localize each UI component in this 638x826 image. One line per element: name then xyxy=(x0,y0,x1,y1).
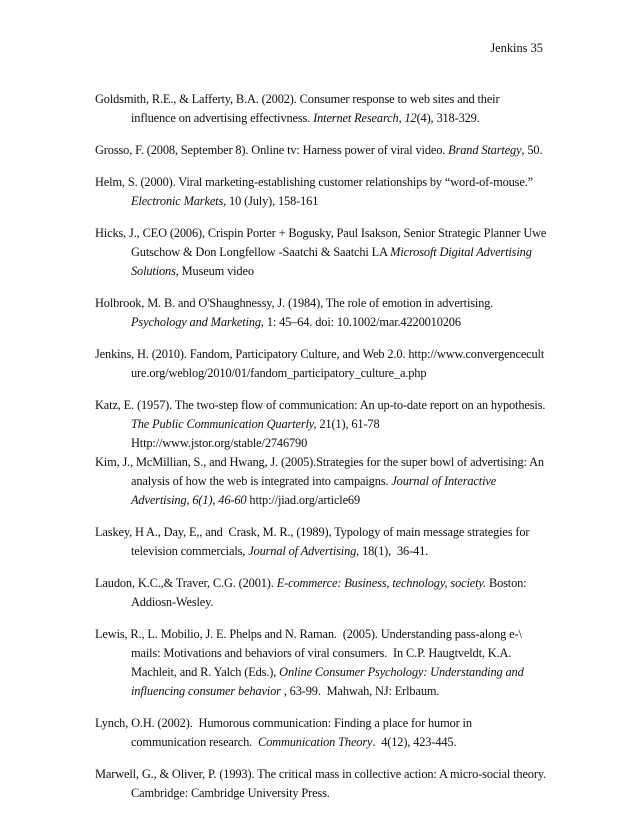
reference-entry-helm xyxy=(95,173,547,211)
reference-text: , 63-99. Mahwah, NJ: Erlbaum. xyxy=(280,684,440,698)
reference-italic-text: Electronic Markets xyxy=(131,194,224,208)
reference-entry-goldsmith xyxy=(95,90,547,128)
reference-text: . 4(12), 423-445. xyxy=(372,735,457,749)
reference-entry-katz xyxy=(95,396,547,453)
reference-entry-lewis xyxy=(95,625,547,701)
reference-text: , 10 (July), 158-161 xyxy=(223,194,319,208)
reference-text: , 1: 45–64. doi: 10.1002/mar.4220010206 xyxy=(260,315,461,329)
reference-text: http://jiad.org/article69 xyxy=(246,493,361,507)
reference-entry-grosso xyxy=(95,141,547,160)
reference-text: Kim, J., McMillian, S., and Hwang, J. (2005).Strategies for the super bowl of advertising: An analysis of how the web is integrated into campaigns. xyxy=(95,455,547,488)
reference-entry-hicks xyxy=(95,224,550,281)
reference-text: , 18(1), 36-41. xyxy=(356,544,429,558)
reference-text: Katz, E. (1957). The two-step flow of communication: An up-to-date report on an hypothesis. xyxy=(95,398,549,412)
reference-text: , 50. xyxy=(521,143,543,157)
reference-entry-marwell xyxy=(95,765,547,803)
reference-entry-lynch xyxy=(95,714,547,752)
reference-italic-text: Journal of Interactive Advertising, 6(1), 46-60 xyxy=(131,474,499,507)
reference-italic-text: Communication Theory xyxy=(258,735,373,749)
reference-italic-text: 12 xyxy=(404,111,417,125)
reference-text: Laskey, H A., Day, E,, and Crask, M. R., (1989), Typology of main message strategies for television commercials, xyxy=(95,525,533,558)
reference-text: Lewis, R., L. Mobilio, J. E. Phelps and N. Raman. (2005). Understanding pass-along e-\ mails: Motivations and behaviors of viral consumers. In C.P. Haugtveldt, K.A. Machleit, and R. Yalch (Eds.), xyxy=(95,627,525,679)
reference-text: 21(1), 61-78 Http://www.jstor.org/stable/2746790 xyxy=(131,417,383,450)
reference-text: Grosso, F. (2008, September 8). Online tv: Harness power of viral video. xyxy=(95,143,449,157)
reference-italic-text: Brand Startegy xyxy=(448,143,522,157)
reference-text: , Museum video xyxy=(175,264,254,278)
reference-italic-text: E-commerce: Business, technology, society. xyxy=(276,576,487,590)
reference-text: Goldsmith, R.E., & Lafferty, B.A. (2002). Consumer response to web sites and their influence on advertising effectivness. xyxy=(95,92,503,125)
reference-text: Jenkins, H. (2010). Fandom, Participatory Culture, and Web 2.0. http://www.convergenceculture.org/weblog/2010/01/fandom_participatory_culture_a.php xyxy=(95,347,545,380)
reference-entry-holbrook xyxy=(95,294,547,332)
reference-entry-laudon xyxy=(95,574,547,612)
reference-text: , xyxy=(398,111,405,125)
reference-text: Lynch, O.H. (2002). Humorous communication: Finding a place for humor in communication research. xyxy=(95,716,475,749)
reference-list xyxy=(95,90,550,816)
reference-text: Holbrook, M. B. and O'Shaughnessy, J. (1984), The role of emotion in advertising. xyxy=(95,296,497,310)
reference-italic-text: Internet Research xyxy=(313,111,399,125)
reference-text: Laudon, K.C.,& Traver, C.G. (2001). xyxy=(95,576,277,590)
reference-entry-jenkins xyxy=(95,345,547,383)
reference-text: Marwell, G., & Oliver, P. (1993). The critical mass in collective action: A micro-social theory. Cambridge: Cambridge University Press. xyxy=(95,767,549,800)
reference-italic-text: Online Consumer Psychology: Understanding and influencing consumer behavior xyxy=(131,665,527,698)
reference-entry-laskey xyxy=(95,523,547,561)
reference-text: Hicks, J., CEO (2006), Crispin Porter + Bogusky, Paul Isakson, Senior Strategic Planner Uwe Gutschow & Don Longfellow -Saatchi & Saatchi LA xyxy=(95,226,550,259)
reference-italic-text: The Public Communication Quarterly, xyxy=(131,417,317,431)
reference-entry-kim xyxy=(95,453,547,510)
reference-italic-text: Microsoft Digital Advertising Solutions xyxy=(131,245,535,278)
reference-text: Boston: Addiosn-Wesley. xyxy=(131,576,529,609)
reference-italic-text: Journal of Advertising xyxy=(248,544,357,558)
running-head: Jenkins 35 xyxy=(490,41,543,55)
reference-text: Helm, S. (2000). Viral marketing-establishing customer relationships by “word-of-mouse.” xyxy=(95,175,536,189)
reference-text: (4), 318-329. xyxy=(416,111,480,125)
reference-italic-text: Psychology and Marketing xyxy=(131,315,261,329)
